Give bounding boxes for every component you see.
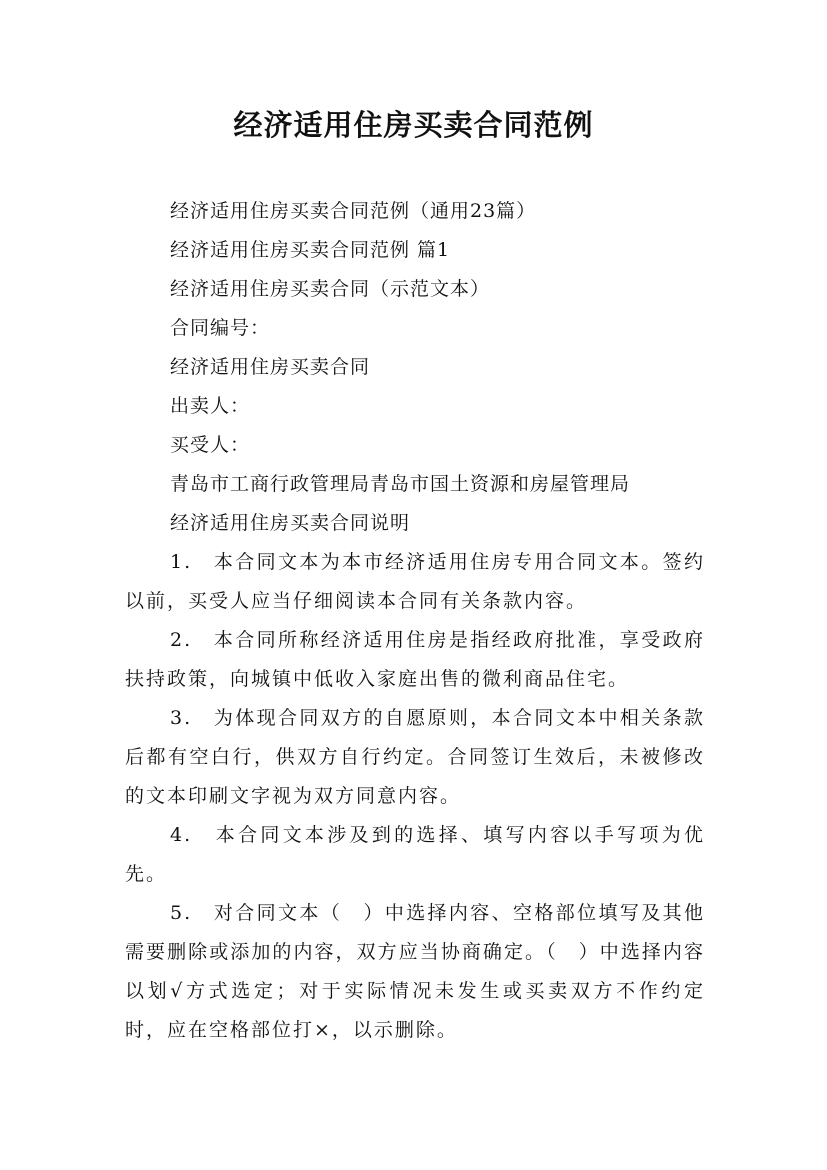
explanation-item-4: 4. 本合同文本涉及到的选择、填写内容以手写项为优先。: [125, 824, 705, 885]
buyer-label: 买受人：: [170, 434, 251, 456]
explanation-item-2: 2. 本合同所称经济适用住房是指经政府批准，享受政府扶持政策，向城镇中低收入家庭出售的微利商品住宅。: [125, 629, 705, 690]
contract-title-line: 经济适用住房买卖合同: [170, 356, 371, 378]
document-title: 经济适用住房买卖合同范例: [233, 108, 594, 142]
explanation-item-1: 1. 本合同文本为本市经济适用住房专用合同文本。签约以前，买受人应当仔细阅读本合同有关条款内容。: [125, 551, 705, 612]
contract-name: 经济适用住房买卖合同（示范文本）: [170, 278, 491, 300]
document-body: [125, 192, 705, 1050]
subtitle-line: 经济适用住房买卖合同范例（通用23篇）: [170, 200, 537, 222]
explanation-item-5: 5. 对合同文本（ ）中选择内容、空格部位填写及其他需要删除或添加的内容，双方应当协商确定。（ ）中选择内容以划√方式选定；对于实际情况未发生或买卖双方不作约定时，应在空格部位打×，以示删除。: [125, 902, 705, 1041]
seller-label: 出卖人：: [170, 395, 251, 417]
explanation-item-3: 3. 为体现合同双方的自愿原则，本合同文本中相关条款后都有空白行，供双方自行约定。合同签订生效后，未被修改的文本印刷文字视为双方同意内容。: [125, 707, 705, 807]
section-heading: 经济适用住房买卖合同范例 篇1: [170, 239, 451, 261]
issuing-authorities: 青岛市工商行政管理局青岛市国土资源和房屋管理局: [170, 473, 631, 495]
contract-number-label: 合同编号：: [170, 317, 271, 339]
explanation-heading: 经济适用住房买卖合同说明: [170, 512, 411, 534]
